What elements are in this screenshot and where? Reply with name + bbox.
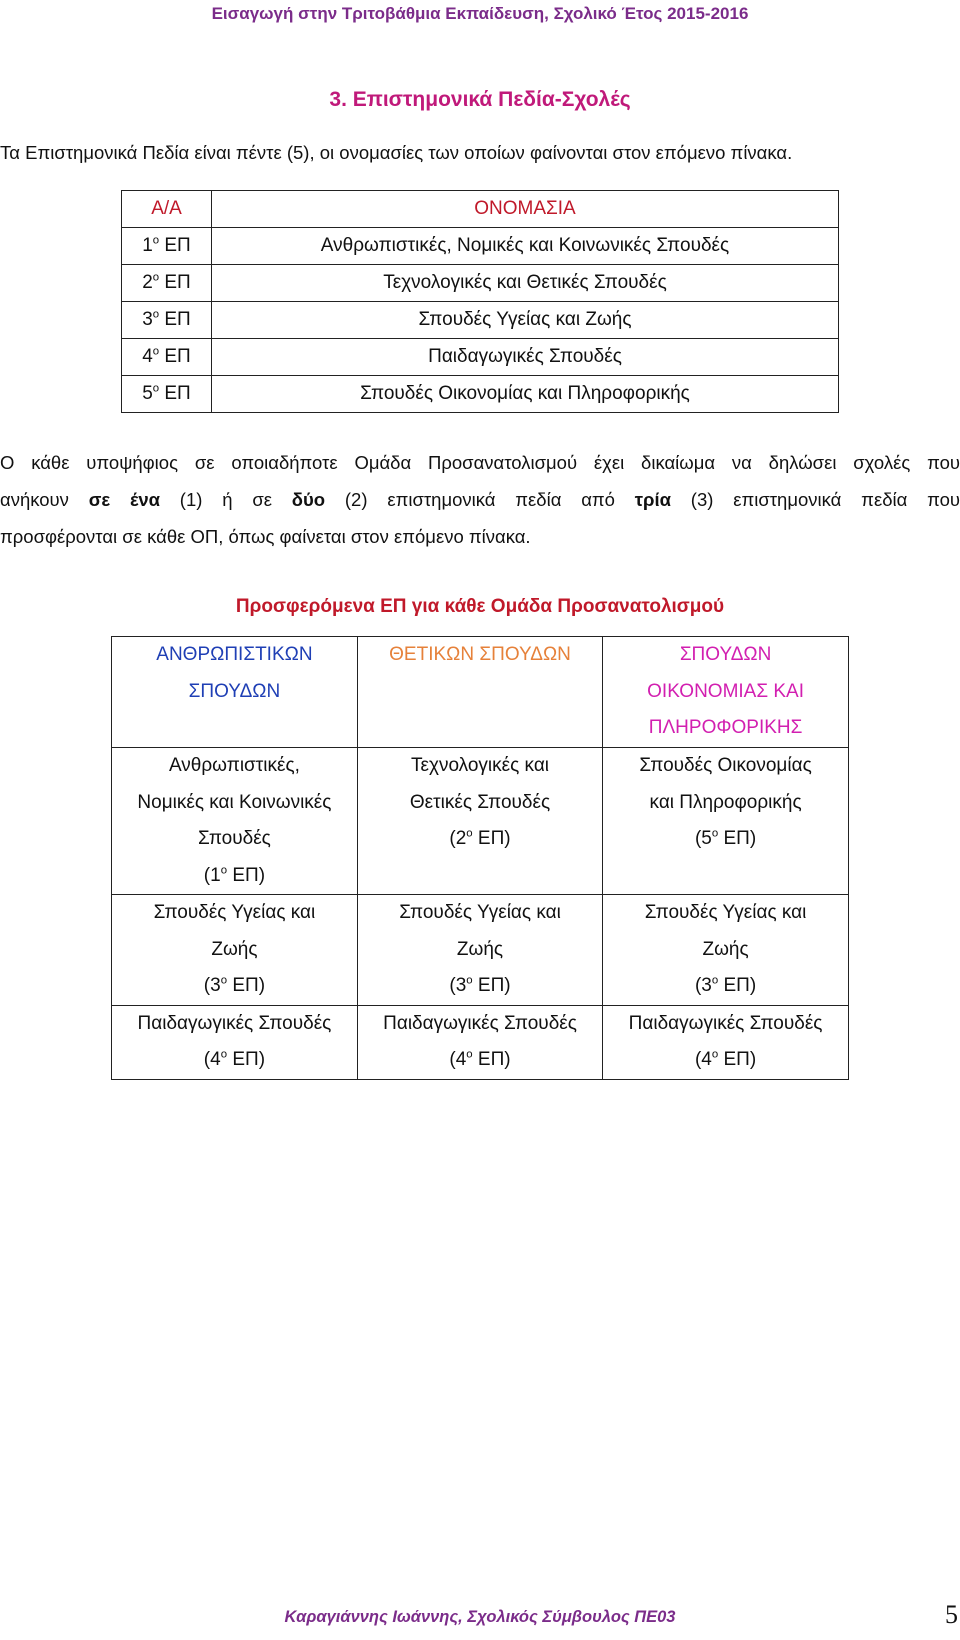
table-cell [112, 748, 358, 895]
cell-line: Νομικές και Κοινωνικές [137, 791, 332, 813]
cell-line: Σπουδές Οικονομίας [639, 755, 812, 776]
header-economics [603, 637, 849, 748]
paragraph-line: Ο κάθε υποψήφιος σε οποιαδήποτε Ομάδα Προσανατολισμού έχει δικαίωμα να δηλώσει σχολές που [0, 452, 960, 473]
header-line: ΣΠΟΥΔΩΝ [679, 644, 772, 665]
field-reference [362, 821, 598, 858]
ordinal-sup: ο [152, 382, 160, 395]
row-num: 1 [142, 235, 153, 256]
table-row [122, 302, 839, 339]
header-sciences [357, 637, 602, 748]
row-num: 2 [142, 272, 153, 293]
cell-line: Ανθρωπιστικές, [168, 755, 300, 776]
groups-table-header [112, 637, 849, 748]
ordinal-sup: ο [152, 234, 160, 247]
row-code: ΕΠ [159, 309, 191, 330]
table-row [122, 339, 839, 376]
table-cell [603, 895, 849, 1006]
table-row [112, 748, 849, 895]
cell-line: Θετικές Σπουδές [409, 791, 551, 813]
cell-line: Σπουδές Υγείας και [399, 902, 561, 923]
header-line: ΠΛΗΡΟΦΟΡΙΚΗΣ [648, 717, 803, 738]
paragraph-line: προσφέρονται σε κάθε ΟΠ, όπως φαίνεται στον επόμενο πίνακα. [0, 526, 531, 547]
table-row [112, 1005, 849, 1079]
cell-line: Ζωής [702, 938, 749, 960]
ref-text: ΕΠ) [227, 1049, 266, 1070]
ref-text: (1 [203, 864, 221, 886]
ref-text: ΕΠ) [227, 975, 266, 996]
fields-table-header [122, 191, 839, 228]
row-code: ΕΠ [159, 235, 191, 256]
ref-text: (4 [694, 1049, 712, 1070]
header-line: ΑΝΘΡΩΠΙΣΤΙΚΩΝ [156, 644, 313, 665]
table-row [122, 228, 839, 265]
cell-line: Σπουδές Υγείας και [153, 902, 316, 923]
ref-text: ΕΠ) [718, 975, 757, 996]
field-reference [116, 968, 353, 1005]
page-number: 5 [945, 1600, 958, 1629]
ordinal-sup: ο [152, 308, 160, 321]
col-header-aa: Α/Α [122, 191, 212, 228]
ordinal-sup: ο [466, 1048, 473, 1061]
ordinal-sup: ο [711, 974, 719, 987]
ordinal-sup: ο [466, 974, 473, 987]
table-cell [603, 748, 849, 895]
ref-text: (3 [449, 975, 467, 996]
row-number [122, 339, 212, 376]
section-title: 3. Επιστημονικά Πεδία-Σχολές [329, 88, 631, 111]
row-num: 3 [142, 309, 153, 330]
header-humanities [112, 637, 358, 748]
ref-text: (4 [449, 1049, 467, 1070]
bold-text: τρία [634, 489, 671, 510]
cell-line: Ζωής [211, 938, 258, 960]
table-row [122, 376, 839, 413]
row-number [122, 376, 212, 413]
header-line: ΘΕΤΙΚΩΝ ΣΠΟΥΔΩΝ [389, 644, 571, 665]
row-number [122, 302, 212, 339]
bold-text: σε ένα [88, 489, 160, 510]
header-line: ΣΠΟΥΔΩΝ [188, 680, 281, 702]
page-header: Εισαγωγή στην Τριτοβάθμια Εκπαίδευση, Σχολικό Έτος 2015-2016 [211, 4, 749, 23]
cell-line: Σπουδές Υγείας και [644, 902, 807, 923]
field-reference [362, 1042, 598, 1079]
row-number [122, 265, 212, 302]
cell-line: Παιδαγωγικές Σπουδές [383, 1012, 577, 1034]
rights-paragraph [0, 444, 960, 555]
table-row [122, 265, 839, 302]
text-run: (2) επιστημονικά πεδία από [325, 489, 635, 510]
row-num: 4 [142, 346, 153, 367]
table-row [112, 895, 849, 1006]
ordinal-sup: ο [220, 974, 228, 987]
ref-text: (5 [694, 828, 712, 849]
cell-line: Παιδαγωγικές Σπουδές [137, 1012, 332, 1034]
row-code: ΕΠ [159, 272, 191, 293]
ref-text: ΕΠ) [472, 828, 511, 849]
cell-line: Παιδαγωγικές Σπουδές [628, 1012, 823, 1034]
table-cell [357, 1005, 602, 1079]
table-cell [112, 895, 358, 1006]
bold-text: δύο [291, 489, 326, 510]
cell-line: Τεχνολογικές και [410, 755, 550, 776]
ref-text: ΕΠ) [227, 864, 266, 886]
field-name: Σπουδές Οικονομίας και Πληροφορικής [212, 376, 839, 413]
text-run: (3) επιστημονικά πεδία που [670, 489, 960, 510]
ordinal-sup: ο [152, 271, 160, 284]
row-number [122, 228, 212, 265]
row-code: ΕΠ [159, 383, 191, 404]
row-code: ΕΠ [159, 346, 191, 367]
table-cell [357, 748, 602, 895]
ordinal-sup: ο [711, 1048, 719, 1061]
ordinal-sup: ο [466, 827, 473, 840]
ordinal-sup: ο [152, 345, 160, 358]
field-name: Παιδαγωγικές Σπουδές [212, 339, 839, 376]
ref-text: (2 [449, 828, 467, 849]
groups-table [111, 636, 849, 1080]
field-reference [607, 1042, 844, 1079]
field-name: Σπουδές Υγείας και Ζωής [212, 302, 839, 339]
table-cell [112, 1005, 358, 1079]
text-run: (1) ή σε [160, 489, 292, 510]
table-cell [357, 895, 602, 1006]
ordinal-sup: ο [220, 1048, 228, 1061]
table-cell [603, 1005, 849, 1079]
ref-text: ΕΠ) [718, 828, 757, 849]
paragraph-line [0, 481, 960, 518]
field-reference [362, 968, 598, 1005]
field-reference [607, 968, 844, 1005]
col-header-name: ΟΝΟΜΑΣΙΑ [212, 191, 839, 228]
field-reference [116, 858, 353, 895]
ref-text: (3 [203, 975, 221, 996]
field-name: Ανθρωπιστικές, Νομικές και Κοινωνικές Σπουδές [212, 228, 839, 265]
row-num: 5 [142, 383, 153, 404]
fields-table [121, 190, 839, 413]
groups-table-title: Προσφερόμενα ΕΠ για κάθε Ομάδα Προσανατολισμού [235, 596, 725, 617]
ref-text: ΕΠ) [472, 1049, 511, 1070]
field-reference [116, 1042, 353, 1079]
ref-text: (3 [694, 975, 712, 996]
header-line: ΟΙΚΟΝΟΜΙΑΣ ΚΑΙ [647, 680, 804, 702]
ordinal-sup: ο [220, 864, 228, 877]
page-footer: Καραγιάννης Ιωάννης, Σχολικός Σύμβουλος ΠΕ03 [284, 1608, 676, 1626]
ref-text: (4 [203, 1049, 221, 1070]
field-reference [607, 821, 844, 858]
field-name: Τεχνολογικές και Θετικές Σπουδές [212, 265, 839, 302]
cell-line: Σπουδές [198, 828, 271, 849]
text-run: ανήκουν [0, 489, 89, 510]
ref-text: ΕΠ) [718, 1049, 757, 1070]
ref-text: ΕΠ) [472, 975, 511, 996]
cell-line: και Πληροφορικής [649, 791, 802, 813]
cell-line: Ζωής [456, 938, 504, 960]
intro-text: Τα Επιστημονικά Πεδία είναι πέντε (5), οι ονομασίες των οποίων φαίνονται στον επόμενο πίνακα. [0, 142, 793, 163]
ordinal-sup: ο [711, 827, 719, 840]
